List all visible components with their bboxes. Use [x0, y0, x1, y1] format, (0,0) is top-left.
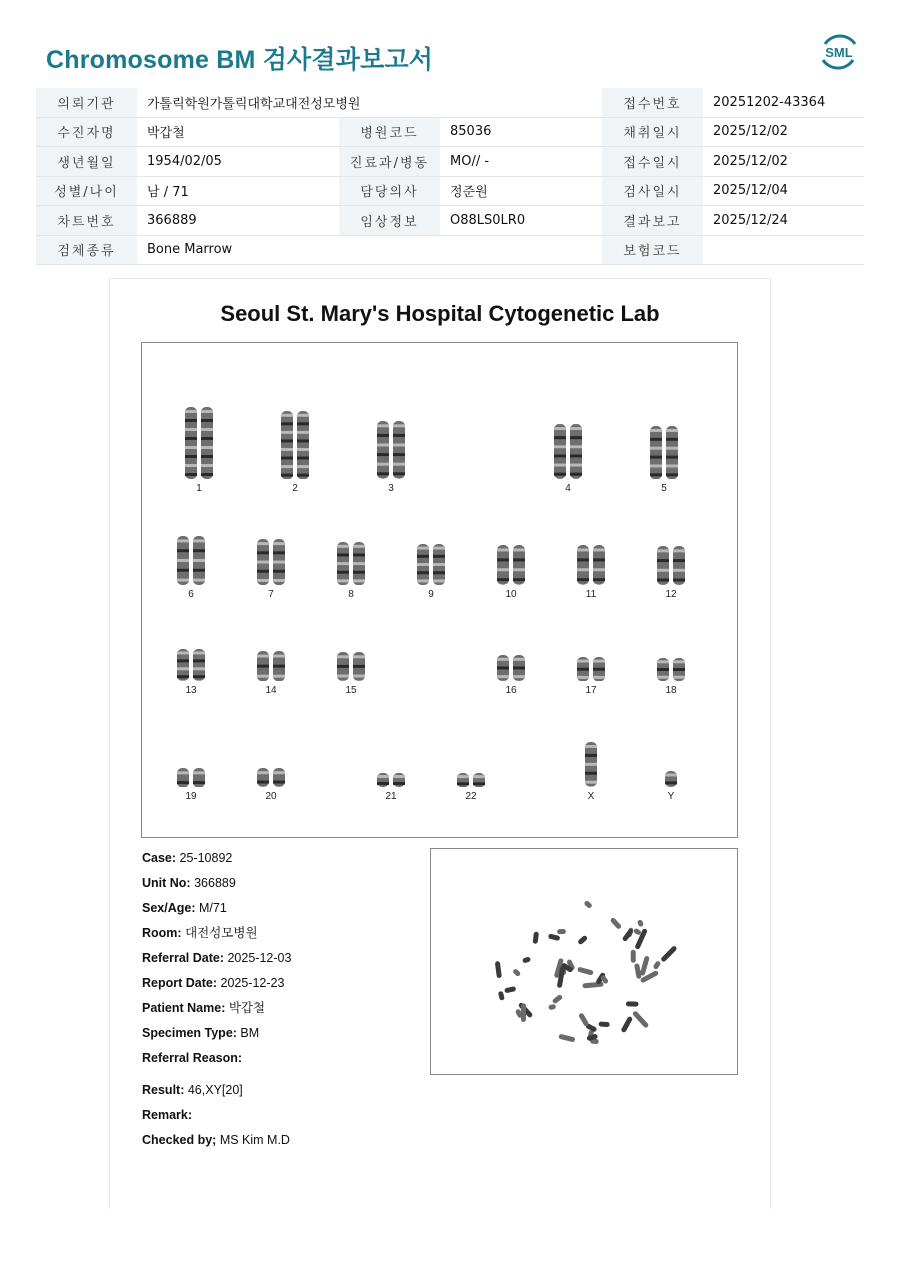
chromosome-21 [366, 773, 416, 802]
chromosome-1 [174, 407, 224, 494]
specimen-label: Specimen Type: [142, 1026, 237, 1040]
patient-name-label: Patient Name: [142, 1001, 226, 1015]
chromosome-18 [646, 658, 696, 696]
metaphase-spread-graphic [431, 849, 737, 1074]
chromosome-X [566, 742, 616, 802]
checked-by-value: MS Kim M.D [219, 1133, 290, 1147]
chromosome-8 [326, 542, 376, 600]
info-label: 결과보고 [602, 206, 703, 236]
info-label: 채취일시 [602, 117, 703, 147]
info-label: 보험코드 [602, 235, 703, 265]
chromosome-10 [486, 545, 536, 600]
referral-date-label: Referral Date: [142, 951, 224, 965]
chromosome-label: 22 [465, 790, 477, 802]
info-row [36, 147, 864, 177]
chromosome-label: 9 [428, 588, 434, 600]
info-label: 접수번호 [602, 88, 703, 117]
info-value: 1954/02/05 [137, 147, 339, 177]
info-value: 가톨릭학원가톨릭대학교대전성모병원 [137, 88, 602, 117]
chromosome-2 [270, 411, 320, 494]
chromosome-label: 15 [345, 684, 357, 696]
spread-chromosome [512, 968, 521, 977]
karyogram-panel [141, 342, 738, 838]
page-title: Chromosome BM 검사결과보고서 [46, 46, 434, 74]
chromosome-label: 17 [585, 684, 597, 696]
chromosome-label: 18 [665, 684, 677, 696]
chromosome-label: 8 [348, 588, 354, 600]
chromosome-19 [166, 768, 216, 802]
spread-chromosome [653, 960, 662, 970]
info-value: 2025/12/24 [703, 206, 864, 236]
info-label: 임상정보 [339, 206, 440, 236]
chromosome-15 [326, 652, 376, 696]
info-label: 검사일시 [602, 176, 703, 206]
spread-chromosome [498, 991, 505, 1001]
chromosome-label: 21 [385, 791, 397, 802]
spread-chromosome [583, 900, 592, 909]
chromosome-label: 7 [268, 588, 274, 600]
metaphase-spread-image [430, 848, 738, 1075]
referral-reason-label: Referral Reason: [142, 1051, 243, 1065]
spread-chromosome [578, 1012, 589, 1027]
chromosome-20 [246, 768, 296, 802]
chromosome-17 [566, 657, 616, 696]
checked-by-label: Checked by; [142, 1133, 217, 1147]
spread-chromosome [557, 929, 566, 934]
chromosome-7 [246, 539, 296, 600]
sexage-label: Sex/Age: [142, 901, 196, 915]
spread-chromosome [640, 956, 650, 977]
chromosome-13 [166, 649, 216, 696]
report-date-label: Report Date: [142, 976, 218, 990]
info-label: 생년월일 [36, 147, 137, 177]
info-label: 진료과/병동 [339, 147, 440, 177]
unit-value: 366889 [194, 876, 236, 890]
chromosome-label: 3 [388, 482, 394, 494]
chromosome-label: 14 [265, 684, 277, 696]
info-value [703, 235, 864, 265]
info-label: 수진자명 [36, 117, 137, 147]
spread-chromosome [521, 1003, 526, 1022]
spread-chromosome [548, 933, 561, 941]
chromosome-label: 2 [292, 482, 298, 494]
chromosome-label: 16 [505, 684, 517, 696]
info-label: 검체종류 [36, 235, 137, 265]
chromosome-3 [366, 421, 416, 494]
spread-chromosome [577, 935, 588, 946]
info-value: O88LS0LR0 [440, 206, 602, 236]
chromosome-12 [646, 546, 696, 600]
info-row [36, 88, 864, 117]
spread-chromosome [631, 950, 636, 963]
spread-chromosome [577, 967, 594, 976]
chromosome-label: 13 [185, 684, 197, 696]
result-value: 46,XY[20] [187, 1083, 243, 1097]
referral-date-value: 2025-12-03 [227, 951, 292, 965]
info-value: 남 / 71 [137, 176, 339, 206]
lab-title: Seoul St. Mary's Hospital Cytogenetic Lab [220, 301, 660, 326]
info-value: 2025/12/02 [703, 117, 864, 147]
room-label: Room: [142, 926, 182, 940]
chromosome-label: Y [667, 790, 675, 802]
spread-chromosome [632, 1010, 649, 1028]
spread-chromosome [634, 963, 642, 979]
info-value: 366889 [137, 206, 339, 236]
spread-chromosome [637, 919, 644, 927]
case-details [142, 849, 291, 1156]
case-label: Case: [142, 851, 177, 865]
chromosome-label: 4 [565, 482, 571, 494]
info-row [36, 235, 864, 265]
info-value: 정준원 [440, 176, 602, 206]
info-value: 85036 [440, 117, 602, 147]
chromosome-11 [566, 545, 616, 600]
chromosome-5 [639, 426, 689, 494]
spread-chromosome [660, 945, 677, 963]
chromosome-Y [646, 771, 696, 802]
spread-chromosome [626, 1001, 639, 1006]
spread-chromosome [622, 928, 634, 942]
remark-label: Remark: [142, 1108, 193, 1122]
spread-chromosome [552, 994, 564, 1005]
room-value: 대전성모병원 [185, 926, 258, 940]
chromosome-label: 20 [265, 790, 277, 802]
unit-label: Unit No: [142, 876, 191, 890]
info-row [36, 176, 864, 206]
chromosome-label: 19 [185, 790, 197, 802]
info-row [36, 117, 864, 147]
spread-chromosome [522, 956, 531, 963]
chromosome-label: 10 [505, 588, 517, 600]
info-label: 차트번호 [36, 206, 137, 236]
chromosome-4 [543, 424, 593, 494]
info-label: 성별/나이 [36, 176, 137, 206]
spread-chromosome [504, 986, 516, 993]
logo-text: SML [825, 45, 853, 60]
chromosome-label: 11 [585, 588, 597, 600]
info-value: 박갑철 [137, 117, 339, 147]
chromosome-6 [166, 536, 216, 600]
info-label: 병원코드 [339, 117, 440, 147]
karyotype-report [109, 278, 771, 1209]
patient-info-table [36, 88, 864, 265]
info-row [36, 206, 864, 236]
chromosome-label: 12 [665, 588, 677, 600]
chromosome-14 [246, 651, 296, 696]
chromosome-9 [406, 544, 456, 600]
info-label: 의뢰기관 [36, 88, 137, 117]
info-value: 20251202-43364 [703, 88, 864, 117]
info-label: 접수일시 [602, 147, 703, 177]
result-label: Result: [142, 1083, 185, 1097]
info-value: 2025/12/04 [703, 176, 864, 206]
spread-chromosome [598, 1021, 609, 1027]
info-value: MO// - [440, 147, 602, 177]
spread-chromosome [610, 917, 622, 930]
spread-chromosome [620, 1016, 633, 1033]
chromosome-label: X [587, 790, 595, 802]
chromosome-label: 1 [196, 483, 202, 494]
chromosome-label: 5 [661, 482, 667, 494]
chromosome-16 [486, 655, 536, 696]
case-value: 25-10892 [179, 851, 233, 865]
info-label: 담당의사 [339, 176, 440, 206]
spread-chromosome [548, 1004, 556, 1011]
patient-name-value: 박갑철 [228, 1001, 266, 1015]
chromosome-22 [446, 773, 496, 802]
info-value: Bone Marrow [137, 235, 602, 265]
chromosome-label: 6 [188, 588, 194, 600]
spread-chromosome [533, 931, 539, 944]
spread-chromosome [558, 1034, 575, 1043]
sexage-value: M/71 [198, 901, 227, 915]
specimen-value: BM [240, 1026, 260, 1040]
info-value: 2025/12/02 [703, 147, 864, 177]
report-date-value: 2025-12-23 [220, 976, 285, 990]
spread-chromosome [495, 961, 502, 978]
sml-logo [817, 30, 861, 74]
